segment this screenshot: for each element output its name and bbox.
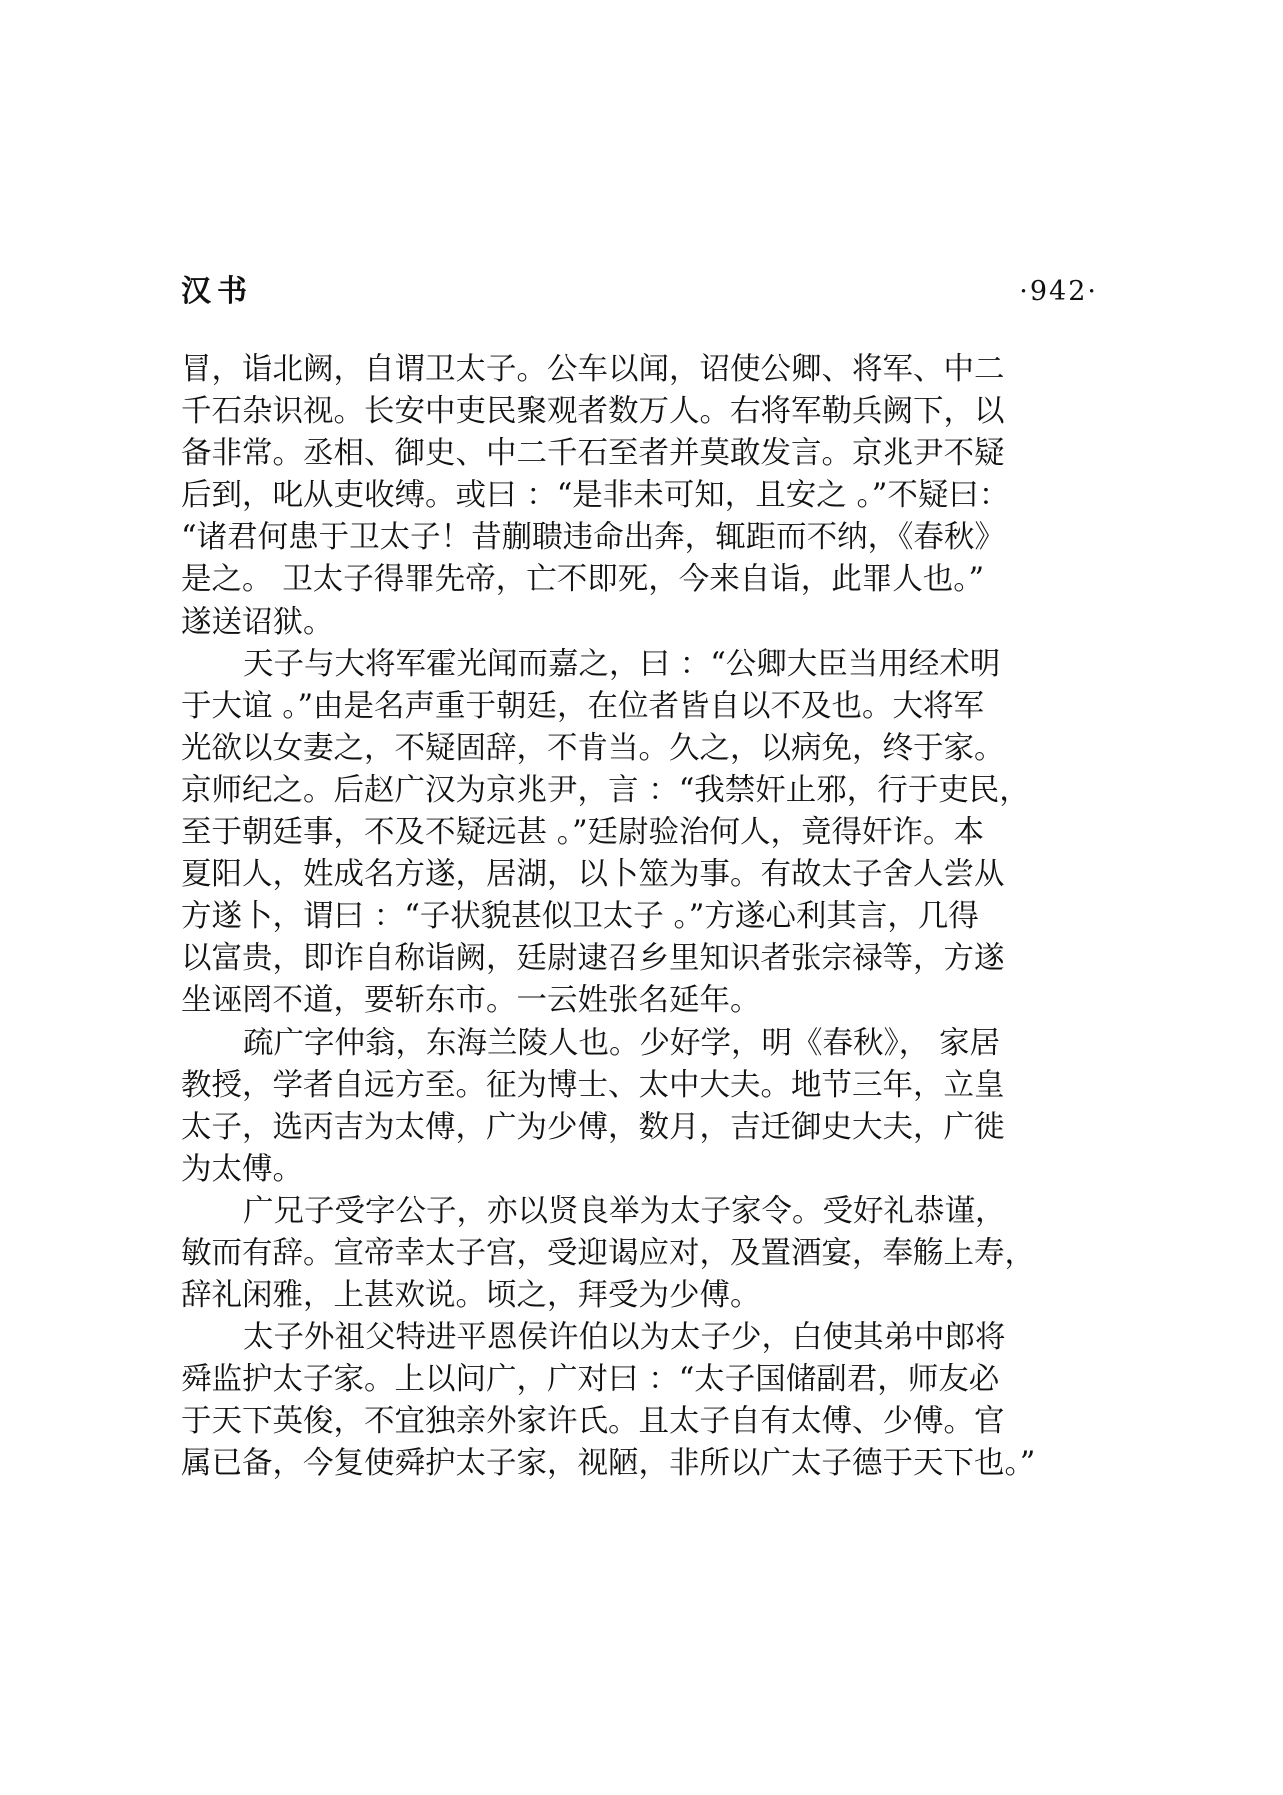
text-line: 是之。 卫太子得罪先帝，亡不即死，今来自诣，此罪人也。” xyxy=(181,562,985,598)
text-line: 冒，诣北阙，自谓卫太子。公车以闻，诏使公卿、将军、中二 xyxy=(181,352,1005,387)
text-line: 至于朝廷事，不及不疑远甚 。”廷尉验治何人，竟得奸诈。本 xyxy=(181,815,985,851)
text-line: 属已备，今复使舜护太子家，视陋，非所以广太子德于天下也。” xyxy=(181,1446,1036,1482)
text-line: 光欲以女妻之，不疑固辞，不肯当。久之，以病免，终于家。 xyxy=(181,730,1005,766)
text-line: 为太傅。 xyxy=(181,1151,303,1187)
text-line: 京师纪之。后赵广汉为京兆尹，言 ：“我禁奸止邪，行于吏民， xyxy=(181,772,1030,808)
text-line: 坐诬罔不道，要斩东市。一云姓张名延年。 xyxy=(181,983,761,1019)
body-text xyxy=(181,349,1101,1486)
text-line: 舜监护太子家。上以问广，广对曰 ：“太子国储副君，师友必 xyxy=(181,1362,1000,1398)
text-line: 备非常。丞相、御史、中二千石至者并莫敢发言。京兆尹不疑 xyxy=(181,436,1005,472)
text-line: 疏广字仲翁，东海兰陵人也。少好学，明《春秋》， 家居 xyxy=(243,1025,1000,1061)
page-number: ·942· xyxy=(1019,276,1098,307)
text-line: 以富贵，即诈自称诣阙，廷尉逮召乡里知识者张宗禄等，方遂 xyxy=(181,941,1005,977)
text-line: 辞礼闲雅，上甚欢说。顷之，拜受为少傅。 xyxy=(181,1278,761,1314)
book-title: 汉书 xyxy=(181,274,253,309)
text-line: 太子，选丙吉为太傅，广为少傅，数月，吉迁御史大夫，广徙 xyxy=(181,1109,1005,1145)
text-line: 方遂卜，谓曰 ：“子状貌甚似卫太子 。”方遂心利其言，几得 xyxy=(181,899,979,935)
text-line: 于天下英俊，不宜独亲外家许氏。且太子自有太傅、少傅。官 xyxy=(181,1404,1005,1440)
text-line: 后到，叱从吏收缚。或曰 ：“是非未可知，且安之 。”不疑曰： xyxy=(181,478,1010,514)
text-line: 遂送诏狱。 xyxy=(181,604,334,640)
text-line: 太子外祖父特进平恩侯许伯以为太子少，白使其弟中郎将 xyxy=(243,1320,1006,1356)
text-line: 广兄子受字公子，亦以贤良举为太子家令。受好礼恭谨， xyxy=(243,1193,1006,1229)
text-line: 于大谊 。”由是名声重于朝廷，在位者皆自以不及也。大将军 xyxy=(181,688,985,724)
text-line: 千石杂识视。长安中吏民聚观者数万人。右将军勒兵阙下，以 xyxy=(181,394,1005,430)
text-line: 敏而有辞。宣帝幸太子宫，受迎谒应对，及置酒宴，奉觞上寿， xyxy=(181,1235,1035,1271)
text-line: 教授，学者自远方至。征为博士、太中大夫。地节三年，立皇 xyxy=(181,1067,1005,1103)
text-line: 天子与大将军霍光闻而嘉之，曰 ：“公卿大臣当用经术明 xyxy=(243,646,1001,682)
text-line: 夏阳人，姓成名方遂，居湖，以卜筮为事。有故太子舍人尝从 xyxy=(181,857,1005,893)
text-line: “诸君何患于卫太子！昔蒯聩违命出奔，辄距而不纳，《春秋》 xyxy=(181,520,1005,556)
page-header xyxy=(181,272,1098,312)
